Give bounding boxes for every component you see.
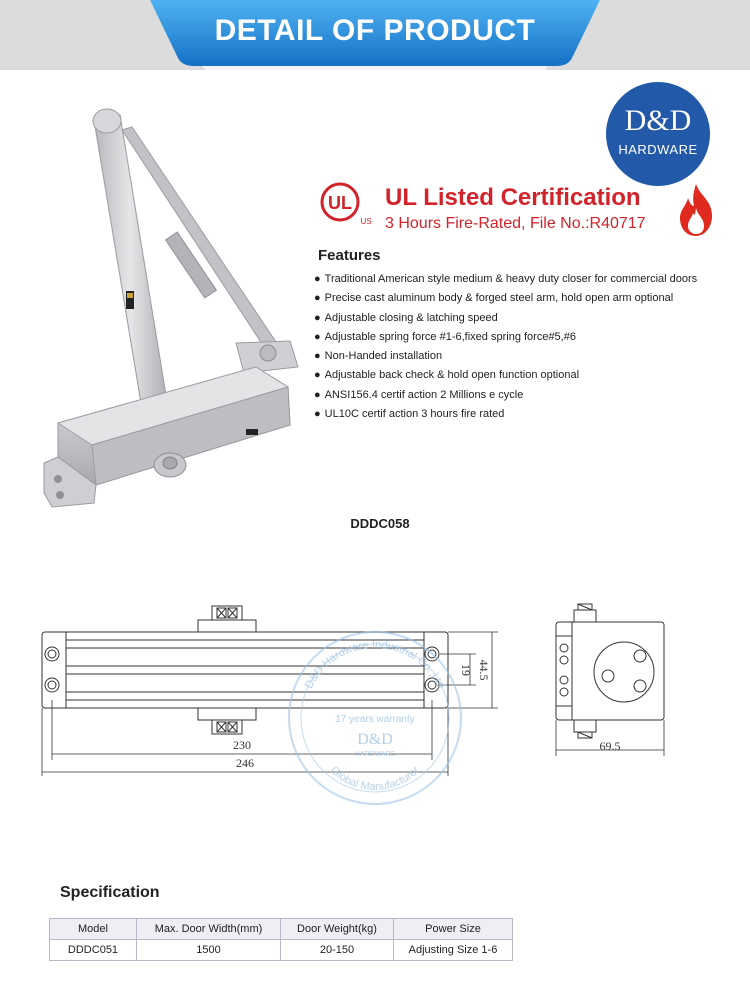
feature-item: ● Precise cast aluminum body & forged steel arm, hold open arm optional	[314, 292, 674, 305]
brand-logo-main: D&D	[624, 104, 692, 137]
feature-text: Adjustable back check & hold open function optional	[324, 369, 580, 382]
dimension-69-5: 69.5	[599, 739, 621, 753]
dimension-44-5: 44.5	[477, 659, 491, 681]
side-view-drawing	[556, 604, 664, 756]
watermark-brand-sub: HARDWARE	[354, 751, 396, 758]
table-cell: 20-150	[281, 940, 394, 961]
svg-text:Global Manufacturer	[328, 764, 422, 793]
features-heading: Features	[318, 247, 381, 264]
table-cell: DDDC051	[50, 940, 137, 961]
specification-heading: Specification	[60, 884, 160, 901]
feature-item: ● Adjustable back check & hold open function optional	[314, 369, 580, 382]
column-header: Model	[50, 919, 137, 940]
feature-text: Precise cast aluminum body & forged steel arm, hold open arm optional	[324, 292, 674, 305]
ul-logo-icon	[318, 180, 378, 228]
watermark-stamp	[285, 628, 465, 808]
column-header: Power Size	[394, 919, 513, 940]
watermark-warranty: 17 years warranty	[335, 714, 415, 725]
specification-table	[49, 918, 513, 961]
table-row	[50, 940, 513, 961]
fire-icon	[676, 182, 716, 238]
model-label: DDDC058	[350, 516, 410, 531]
dimension-19: 19	[459, 664, 473, 676]
table-cell: 1500	[137, 940, 281, 961]
brand-logo-sub: HARDWARE	[618, 142, 698, 157]
column-header: Max. Door Width(mm)	[137, 919, 281, 940]
feature-item: ● Adjustable closing & latching speed	[314, 311, 498, 324]
ul-mark-text: UL	[328, 193, 352, 213]
table-header-row	[50, 919, 513, 940]
feature-item: ● UL10C certif action 3 hours fire rated	[314, 408, 505, 421]
column-header: Door Weight(kg)	[281, 919, 394, 940]
product-image	[36, 105, 306, 515]
page-title: DETAIL OF PRODUCT	[214, 14, 536, 47]
watermark-company: D&D Hardware Industrial Co.,Ltd	[303, 638, 447, 691]
feature-text: Traditional American style medium & heavy duty closer for commercial doors	[324, 273, 698, 285]
feature-text: UL10C certif action 3 hours fire rated	[324, 408, 505, 421]
svg-text:D&D Hardware Industrial Co.,Lt	[303, 639, 447, 691]
feature-item: ● Traditional American style medium & heavy duty closer for commercial doors	[314, 273, 698, 285]
brand-logo	[606, 82, 710, 186]
feature-text: ANSI156.4 certif action 2 Millions e cycle	[324, 388, 524, 401]
dimension-230: 230	[233, 738, 251, 752]
feature-text: Non-Handed installation	[324, 350, 443, 363]
feature-item: ● Adjustable spring force #1-6,fixed spring force#5,#6	[314, 330, 576, 343]
feature-item: ● Non-Handed installation	[314, 350, 443, 363]
feature-text: Adjustable spring force #1-6,fixed spring force#5,#6	[324, 330, 576, 343]
dimension-246: 246	[236, 756, 254, 770]
table-cell: Adjusting Size 1-6	[394, 940, 513, 961]
feature-item: ● ANSI156.4 certif action 2 Millions e cycle	[314, 388, 524, 401]
features-list	[314, 270, 697, 424]
certification-subtitle: 3 Hours Fire-Rated, File No.:R40717	[385, 215, 646, 232]
watermark-tagline: Global Manufacturer	[328, 764, 422, 794]
ul-country-text: US	[360, 217, 372, 226]
watermark-brand: D&D	[357, 731, 393, 748]
feature-text: Adjustable closing & latching speed	[324, 311, 498, 324]
certification-title: UL Listed Certification	[385, 184, 641, 211]
